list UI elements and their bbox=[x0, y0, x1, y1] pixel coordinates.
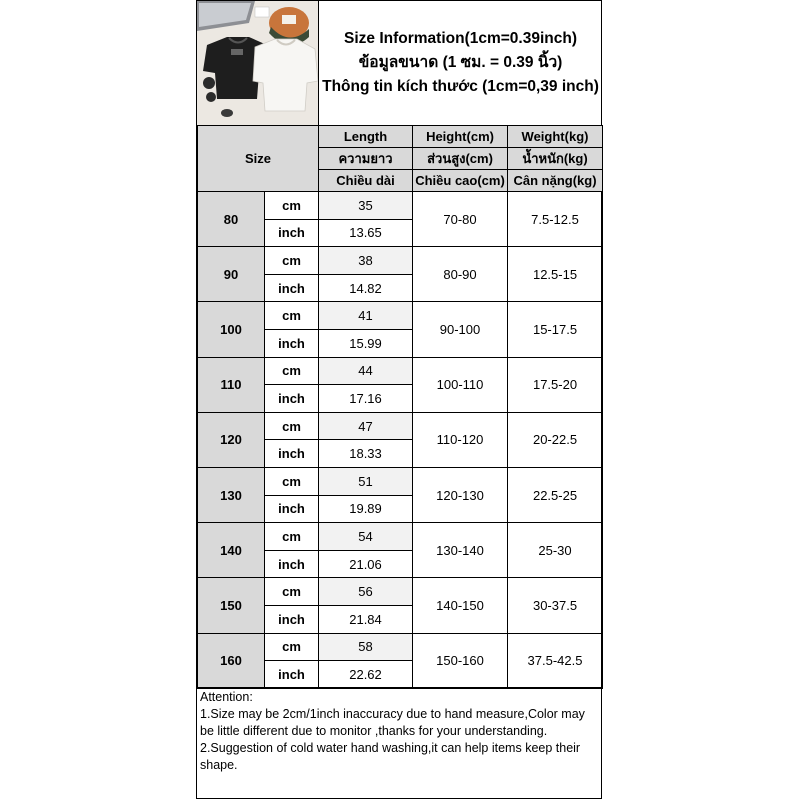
length-header-vi: Chiều dài bbox=[319, 170, 413, 192]
size-column-header: Size bbox=[198, 126, 319, 192]
height-header-vi: Chiều cao(cm) bbox=[413, 170, 508, 192]
weight-range: 7.5-12.5 bbox=[508, 192, 603, 247]
length-cm: 58 bbox=[319, 633, 413, 661]
unit-inch: inch bbox=[265, 550, 319, 578]
product-photo bbox=[197, 1, 319, 125]
unit-inch: inch bbox=[265, 495, 319, 523]
attention-notes bbox=[197, 687, 602, 799]
length-inch: 17.16 bbox=[319, 385, 413, 413]
unit-cm: cm bbox=[265, 467, 319, 495]
height-range: 150-160 bbox=[413, 633, 508, 688]
attention-line-1: 1.Size may be 2cm/1inch inaccuracy due to hand measure,Color may be little different due to monitor ,thanks for your understanding. bbox=[200, 707, 585, 738]
size-value: 150 bbox=[198, 578, 265, 633]
unit-cm: cm bbox=[265, 192, 319, 220]
length-inch: 13.65 bbox=[319, 219, 413, 247]
length-inch: 21.84 bbox=[319, 605, 413, 633]
height-range: 140-150 bbox=[413, 578, 508, 633]
unit-cm: cm bbox=[265, 633, 319, 661]
unit-inch: inch bbox=[265, 385, 319, 413]
weight-range: 17.5-20 bbox=[508, 357, 603, 412]
size-row-cm bbox=[198, 633, 603, 661]
weight-range: 15-17.5 bbox=[508, 302, 603, 357]
weight-header-en: Weight(kg) bbox=[508, 126, 603, 148]
heading-thai: ข้อมูลขนาด (1 ซม. = 0.39 นิ้ว) bbox=[358, 54, 563, 71]
length-cm: 35 bbox=[319, 192, 413, 220]
height-range: 100-110 bbox=[413, 357, 508, 412]
size-value: 90 bbox=[198, 247, 265, 302]
unit-inch: inch bbox=[265, 440, 319, 468]
unit-inch: inch bbox=[265, 605, 319, 633]
size-row-cm bbox=[198, 578, 603, 606]
size-value: 110 bbox=[198, 357, 265, 412]
header-row-1 bbox=[198, 126, 603, 148]
size-row-cm bbox=[198, 192, 603, 220]
size-value: 140 bbox=[198, 523, 265, 578]
attention-line-2: 2.Suggestion of cold water hand washing,it can help items keep their shape. bbox=[200, 741, 581, 772]
size-row-cm bbox=[198, 357, 603, 385]
size-value: 80 bbox=[198, 192, 265, 247]
length-cm: 38 bbox=[319, 247, 413, 275]
heading-english: Size Information(1cm=0.39inch) bbox=[344, 30, 577, 47]
unit-cm: cm bbox=[265, 302, 319, 330]
size-value: 130 bbox=[198, 467, 265, 522]
length-inch: 19.89 bbox=[319, 495, 413, 523]
unit-cm: cm bbox=[265, 523, 319, 551]
length-header-th: ความยาว bbox=[319, 148, 413, 170]
size-row-cm bbox=[198, 412, 603, 440]
weight-range: 30-37.5 bbox=[508, 578, 603, 633]
length-header-en: Length bbox=[319, 126, 413, 148]
length-inch: 18.33 bbox=[319, 440, 413, 468]
length-cm: 44 bbox=[319, 357, 413, 385]
height-range: 110-120 bbox=[413, 412, 508, 467]
unit-cm: cm bbox=[265, 412, 319, 440]
size-value: 160 bbox=[198, 633, 265, 688]
size-row-cm bbox=[198, 467, 603, 495]
length-cm: 54 bbox=[319, 523, 413, 551]
length-inch: 15.99 bbox=[319, 329, 413, 357]
weight-range: 20-22.5 bbox=[508, 412, 603, 467]
weight-range: 12.5-15 bbox=[508, 247, 603, 302]
weight-range: 37.5-42.5 bbox=[508, 633, 603, 688]
height-range: 120-130 bbox=[413, 467, 508, 522]
size-value: 120 bbox=[198, 412, 265, 467]
length-cm: 41 bbox=[319, 302, 413, 330]
height-header-en: Height(cm) bbox=[413, 126, 508, 148]
weight-range: 25-30 bbox=[508, 523, 603, 578]
unit-inch: inch bbox=[265, 329, 319, 357]
length-inch: 22.62 bbox=[319, 661, 413, 689]
height-range: 130-140 bbox=[413, 523, 508, 578]
size-table-body bbox=[198, 126, 603, 689]
size-chart-sheet bbox=[196, 0, 602, 799]
length-inch: 21.06 bbox=[319, 550, 413, 578]
size-row-cm bbox=[198, 523, 603, 551]
length-cm: 51 bbox=[319, 467, 413, 495]
size-value: 100 bbox=[198, 302, 265, 357]
product-photo-illustration bbox=[197, 1, 318, 125]
unit-inch: inch bbox=[265, 274, 319, 302]
weight-header-th: น้ำหนัก(kg) bbox=[508, 148, 603, 170]
height-header-th: ส่วนสูง(cm) bbox=[413, 148, 508, 170]
size-row-cm bbox=[198, 247, 603, 275]
size-row-cm bbox=[198, 302, 603, 330]
unit-inch: inch bbox=[265, 219, 319, 247]
attention-title: Attention: bbox=[200, 690, 253, 704]
length-cm: 56 bbox=[319, 578, 413, 606]
size-table bbox=[197, 125, 603, 689]
unit-cm: cm bbox=[265, 578, 319, 606]
heading-vietnamese: Thông tin kích thước (1cm=0,39 inch) bbox=[322, 78, 599, 95]
height-range: 70-80 bbox=[413, 192, 508, 247]
weight-header-vi: Cân nặng(kg) bbox=[508, 170, 603, 192]
weight-range: 22.5-25 bbox=[508, 467, 603, 522]
length-cm: 47 bbox=[319, 412, 413, 440]
height-range: 80-90 bbox=[413, 247, 508, 302]
length-inch: 14.82 bbox=[319, 274, 413, 302]
unit-cm: cm bbox=[265, 357, 319, 385]
unit-inch: inch bbox=[265, 661, 319, 689]
height-range: 90-100 bbox=[413, 302, 508, 357]
unit-cm: cm bbox=[265, 247, 319, 275]
size-info-heading bbox=[319, 1, 602, 125]
